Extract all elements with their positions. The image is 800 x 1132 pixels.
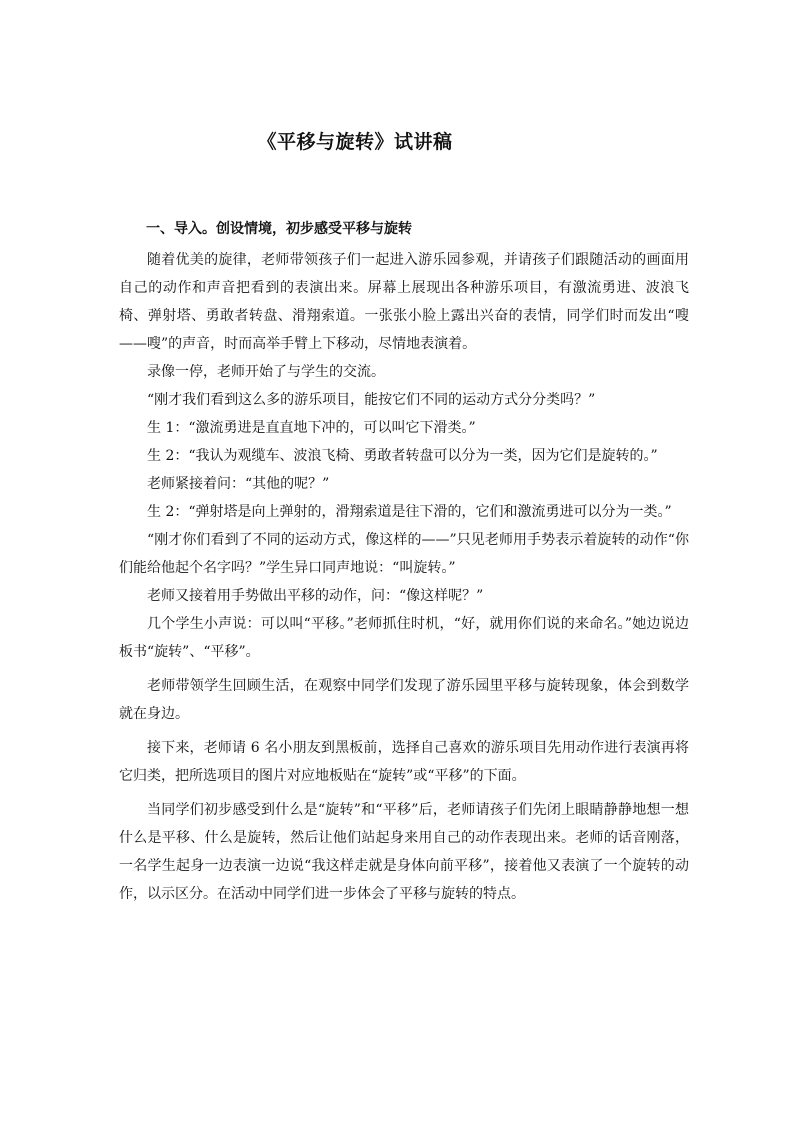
paragraph-intro: 随着优美的旋律，老师带领孩子们一起进入游乐园参观，并请孩子们跟随活动的画面用自己的动作和声音把看到的表演出来。屏幕上展现出各种游乐项目，有激流勇进、波浪飞椅、弹射塔、勇敢者转盘、滑翔索道。一张张小脸上露出兴奋的表情，同学们时而发出“嗖——嗖”的声音，时而高举手臂上下移动，尽情地表演着。 bbox=[119, 252, 689, 352]
body-text bbox=[119, 246, 689, 908]
paragraph-rotation-naming: “刚才你们看到了不同的运动方式，像这样的——”只见老师用手势表示着旋转的动作“你们能给他起个名字吗？”学生异口同声地说：“叫旋转。” bbox=[119, 532, 689, 576]
document-title: 《平移与旋转》试讲稿 bbox=[257, 131, 453, 153]
paragraph-teacher-question: “刚才我们看到这么多的游乐项目，能按它们不同的运动方式分分类吗？” bbox=[147, 392, 596, 408]
paragraph-video-stop: 录像一停，老师开始了与学生的交流。 bbox=[147, 364, 385, 380]
paragraph-naming-blackboard: 几个学生小声说：可以叫“平移。”老师抓住时机，“好，就用你们说的来命名。”她边说边板书“旋转”、“平移”。 bbox=[119, 616, 689, 660]
paragraph-classify-activity: 接下来，老师请 6 名小朋友到黑板前，选择自己喜欢的游乐项目先用动作进行表演再将它归类，把所选项目的图片对应地板贴在“旋转”或“平移”的下面。 bbox=[119, 740, 689, 784]
paragraph-student-2b: 生 2：“弹射塔是向上弹射的，滑翔索道是往下滑的，它们和激流勇进可以分为一类。” bbox=[147, 504, 672, 520]
paragraph-review-life: 老师带领学生回顾生活，在观察中同学们发现了游乐园里平移与旋转现象，体会到数学就在身边。 bbox=[119, 678, 689, 722]
paragraph-translation-gesture: 老师又接着用手势做出平移的动作，问：“像这样呢？” bbox=[147, 588, 484, 604]
section-heading: 一、导入。创设情境，初步感受平移与旋转 bbox=[146, 221, 412, 237]
paragraph-student-1: 生 1：“激流勇进是直直地下冲的，可以叫它下滑类。” bbox=[147, 420, 476, 436]
paragraph-teacher-followup: 老师紧接着问：“其他的呢？” bbox=[147, 476, 330, 492]
paragraph-student-2: 生 2：“我认为观缆车、波浪飞椅、勇敢者转盘可以分为一类，因为它们是旋转的。” bbox=[147, 448, 658, 464]
paragraph-reflection: 当同学们初步感受到什么是“旋转”和“平移”后，老师请孩子们先闭上眼睛静静地想一想什么是平移、什么是旋转，然后让他们站起身来用自己的动作表现出来。老师的话音刚落，一名学生起身一边表演一边说“我这样走就是身体向前平移”，接着他又表演了一个旋转的动作，以示区分。在活动中同学们进一步体会了平移与旋转的特点。 bbox=[119, 802, 689, 902]
